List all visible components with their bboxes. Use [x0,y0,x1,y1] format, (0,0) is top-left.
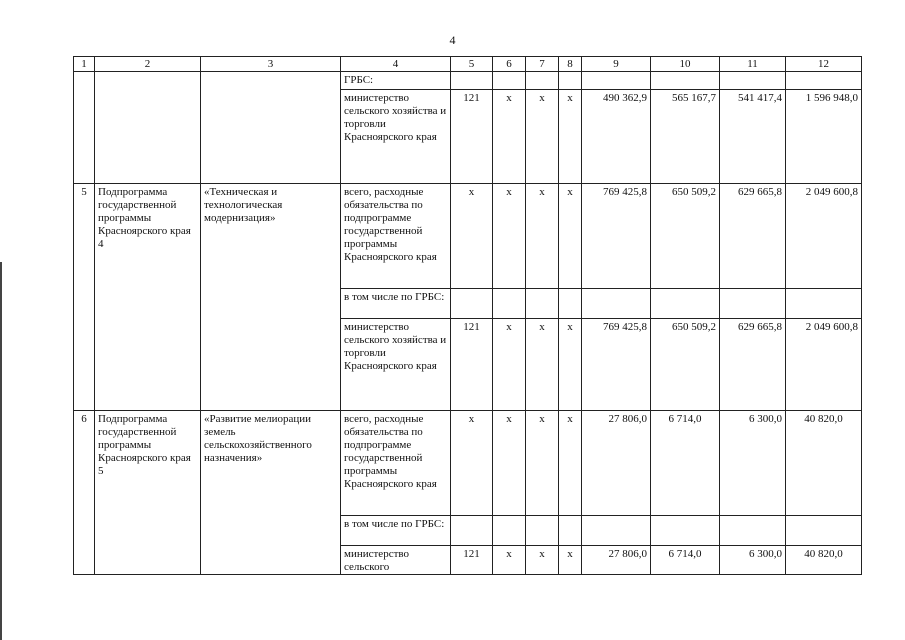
amount-cell: 650 509,2 [651,184,720,289]
cell-empty [720,516,786,546]
cell-x: х [526,546,559,575]
cell-x: х [559,411,582,516]
including-label: в том числе по ГРБС: [341,516,451,546]
amount-cell: 27 806,0 [582,411,651,516]
header-cell: 9 [582,57,651,72]
amount-cell: 40 820,0 [786,546,862,575]
cell-x: х [493,546,526,575]
header-cell: 11 [720,57,786,72]
cell-empty [95,72,201,184]
table-row [74,184,862,289]
amount-cell: 629 665,8 [720,319,786,411]
amount-cell: 565 167,7 [651,90,720,184]
amount-cell: 769 425,8 [582,319,651,411]
cell-empty [720,289,786,319]
header-cell: 7 [526,57,559,72]
amount-cell: 2 049 600,8 [786,319,862,411]
scan-edge-line [0,262,2,640]
header-cell: 12 [786,57,862,72]
total-label: всего, расходные обязательства по подпрограмме государственной программы Красноярского края [341,411,451,516]
cell-x: х [493,319,526,411]
cell-empty [720,72,786,90]
amount-cell: 650 509,2 [651,319,720,411]
table-row [74,411,862,516]
cell-x: х [526,319,559,411]
header-cell: 2 [95,57,201,72]
header-cell: 1 [74,57,95,72]
table-header-row [74,57,862,72]
cell-empty [651,289,720,319]
grbs-code: 121 [451,90,493,184]
ministry-name: министерство сельского хозяйства и торговли Красноярского края [341,90,451,184]
amount-cell: 1 596 948,0 [786,90,862,184]
cell-empty [201,72,341,184]
header-cell: 8 [559,57,582,72]
cell-empty [651,72,720,90]
row-number: 6 [74,411,95,575]
including-label: в том числе по ГРБС: [341,289,451,319]
amount-cell: 541 417,4 [720,90,786,184]
cell-empty [651,516,720,546]
cell-empty [526,289,559,319]
cell-x: х [451,411,493,516]
cell-empty [786,516,862,546]
ministry-name: министерство сельского [341,546,451,575]
grbs-code: 121 [451,546,493,575]
cell-empty [451,72,493,90]
amount-cell: 629 665,8 [720,184,786,289]
grbs-label: ГРБС: [341,72,451,90]
cell-empty [451,289,493,319]
table-row [74,72,862,90]
header-cell: 4 [341,57,451,72]
subprogram-title: «Развитие мелиорации земель сельскохозяйственного назначения» [201,411,341,575]
ministry-name: министерство сельского хозяйства и торговли Красноярского края [341,319,451,411]
cell-empty [559,72,582,90]
cell-empty [582,72,651,90]
cell-empty [74,72,95,184]
cell-x: х [559,546,582,575]
program-name: Подпрограмма государственной программы Красноярского края 4 [95,184,201,411]
cell-empty [526,516,559,546]
cell-x: х [526,411,559,516]
header-cell: 10 [651,57,720,72]
amount-cell: 40 820,0 [786,411,862,516]
cell-empty [493,289,526,319]
row-number: 5 [74,184,95,411]
header-cell: 3 [201,57,341,72]
cell-x: х [493,411,526,516]
cell-empty [493,72,526,90]
cell-empty [786,289,862,319]
cell-empty [582,516,651,546]
amount-cell: 6 300,0 [720,411,786,516]
total-label: всего, расходные обязательства по подпрограмме государственной программы Красноярского края [341,184,451,289]
cell-x: х [493,90,526,184]
cell-empty [526,72,559,90]
cell-empty [786,72,862,90]
cell-x: х [451,184,493,289]
cell-x: х [559,319,582,411]
cell-empty [559,289,582,319]
grbs-code: 121 [451,319,493,411]
cell-empty [559,516,582,546]
cell-empty [493,516,526,546]
amount-cell: 769 425,8 [582,184,651,289]
cell-x: х [493,184,526,289]
cell-x: х [559,90,582,184]
amount-cell: 27 806,0 [582,546,651,575]
cell-x: х [526,184,559,289]
amount-cell: 490 362,9 [582,90,651,184]
amount-cell: 2 049 600,8 [786,184,862,289]
header-cell: 5 [451,57,493,72]
cell-x: х [559,184,582,289]
amount-cell: 6 714,0 [651,546,720,575]
subprogram-title: «Техническая и технологическая модернизация» [201,184,341,411]
budget-table [73,56,862,575]
amount-cell: 6 300,0 [720,546,786,575]
amount-cell: 6 714,0 [651,411,720,516]
cell-empty [582,289,651,319]
program-name: Подпрограмма государственной программы Красноярского края 5 [95,411,201,575]
page-number: 4 [449,33,456,47]
cell-empty [451,516,493,546]
cell-x: х [526,90,559,184]
header-cell: 6 [493,57,526,72]
